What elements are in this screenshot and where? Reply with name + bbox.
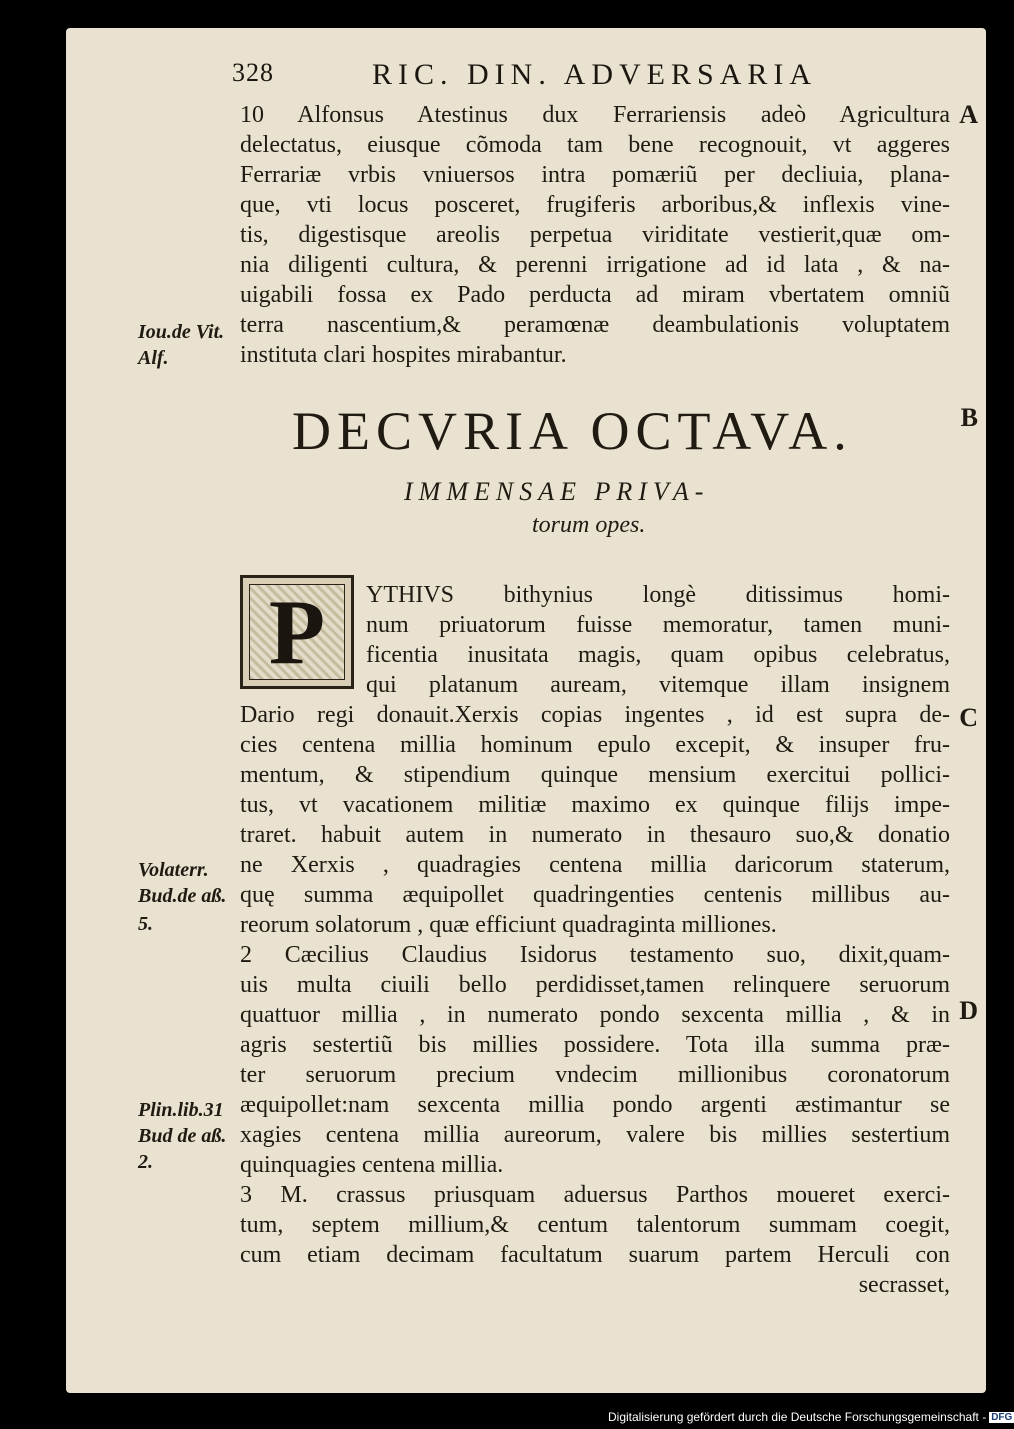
text-line: tus, vt vacationem militiæ maximo ex quinque filijs impe-: [240, 792, 950, 818]
margin-note: 5.: [138, 913, 153, 935]
margin-note: Plin.lib.31: [138, 1099, 224, 1121]
footer-text: Digitalisierung gefördert durch die Deutsche Forschungsgemeinschaft -: [608, 1410, 987, 1424]
margin-note: 2.: [138, 1151, 153, 1173]
subtitle-line-1: IMMENSAE PRIVA-: [404, 477, 710, 506]
margin-note: Bud.de aß.: [138, 885, 227, 907]
section-letter-c: C: [959, 703, 978, 732]
text-line: secrasset,: [858, 1272, 950, 1298]
text-line: cies centena millia hominum epulo excepit, & insuper fru-: [240, 732, 950, 758]
section-title: DECVRIA OCTAVA.: [292, 401, 853, 461]
text-line: xagies centena millia aureorum, valere bis millies sestertium: [240, 1122, 950, 1148]
decorated-initial: [240, 575, 354, 689]
text-line: nia diligenti cultura, & perenni irrigatione ad id lata , & na-: [240, 252, 950, 278]
text-line: mentum, & stipendium quinque mensium exercitui pollici-: [240, 762, 950, 788]
section-letter-a: A: [959, 100, 978, 129]
text-line: tis, digestisque areolis perpetua viriditate vestierit,quæ om-: [240, 222, 950, 248]
page-header: [232, 58, 872, 94]
text-line: quę summa æquipollet quadringenties centenis millibus au-: [240, 882, 950, 908]
text-line: delectatus, eiusque cõmoda tam bene recognouit, vt aggeres: [240, 132, 950, 158]
section-letter-d: D: [959, 996, 978, 1025]
section-letter-b: B: [960, 403, 978, 432]
text-line: ficentia inusitata magis, quam opibus celebratus,: [366, 642, 950, 668]
text-line: reorum solatorum , quæ efficiunt quadraginta milliones.: [240, 912, 777, 938]
text-line: num priuatorum fuisse memoratur, tamen muni-: [366, 612, 950, 638]
text-line: instituta clari hospites mirabantur.: [240, 342, 567, 368]
text-line: que, vti locus posceret, frugiferis arboribus,& inflexis vine-: [240, 192, 950, 218]
initial-letter: P: [268, 581, 326, 683]
running-title: RIC. DIN. ADVERSARIA: [372, 58, 818, 91]
text-line: uis multa ciuili bello perdidisset,tamen relinquere seruorum: [240, 972, 950, 998]
text-line: Ferrariæ vrbis vniuersos intra pomæriũ per decliuia, plana-: [240, 162, 950, 188]
subtitle-line-2: torum opes.: [532, 512, 646, 538]
margin-note: Bud de aß.: [138, 1125, 227, 1147]
text-line: 3 M. crassus priusquam aduersus Parthos moueret exerci-: [240, 1182, 950, 1208]
margin-note: Alf.: [138, 347, 169, 369]
text-line: YTHIVS bithynius longè ditissimus homi-: [366, 582, 950, 608]
text-line: qui platanum auream, vitemque illam insignem: [366, 672, 950, 698]
page-number: 328: [232, 58, 274, 87]
text-line: ter seruorum precium vndecim millionibus coronatorum: [240, 1062, 950, 1088]
text-line: tum, septem millium,& centum talentorum summam coegit,: [240, 1212, 950, 1238]
text-line: 2 Cæcilius Claudius Isidorus testamento suo, dixit,quam-: [240, 942, 950, 968]
text-line: agris sestertiũ bis millies possidere. Tota illa summa præ-: [240, 1032, 950, 1058]
dfg-logo-icon: DFG: [991, 1412, 1013, 1424]
text-line: æquipollet:nam sexcenta millia pondo argenti æstimantur se: [240, 1092, 950, 1118]
text-line: ne Xerxis , quadragies centena millia daricorum staterum,: [240, 852, 950, 878]
margin-note: Iou.de Vit.: [138, 321, 225, 343]
text-line: terra nascentium,& peramœnæ deambulationis voluptatem: [240, 312, 950, 338]
text-line: cum etiam decimam facultatum suarum partem Herculi con: [240, 1242, 950, 1268]
text-line: uigabili fossa ex Pado perducta ad miram vbertatem omniũ: [240, 282, 950, 308]
text-line: 10 Alfonsus Atestinus dux Ferrariensis adeò Agricultura: [240, 102, 950, 128]
text-line: Dario regi donauit.Xerxis copias ingentes , id est supra de-: [240, 702, 950, 728]
text-line: traret. habuit autem in numerato in thesauro suo,& donatio: [240, 822, 950, 848]
text-line: quinquagies centena millia.: [240, 1152, 504, 1178]
footer-credit: [608, 1410, 1014, 1424]
margin-note: Volaterr.: [138, 859, 209, 881]
text-line: quattuor millia , in numerato pondo sexcenta millia , & in: [240, 1002, 950, 1028]
